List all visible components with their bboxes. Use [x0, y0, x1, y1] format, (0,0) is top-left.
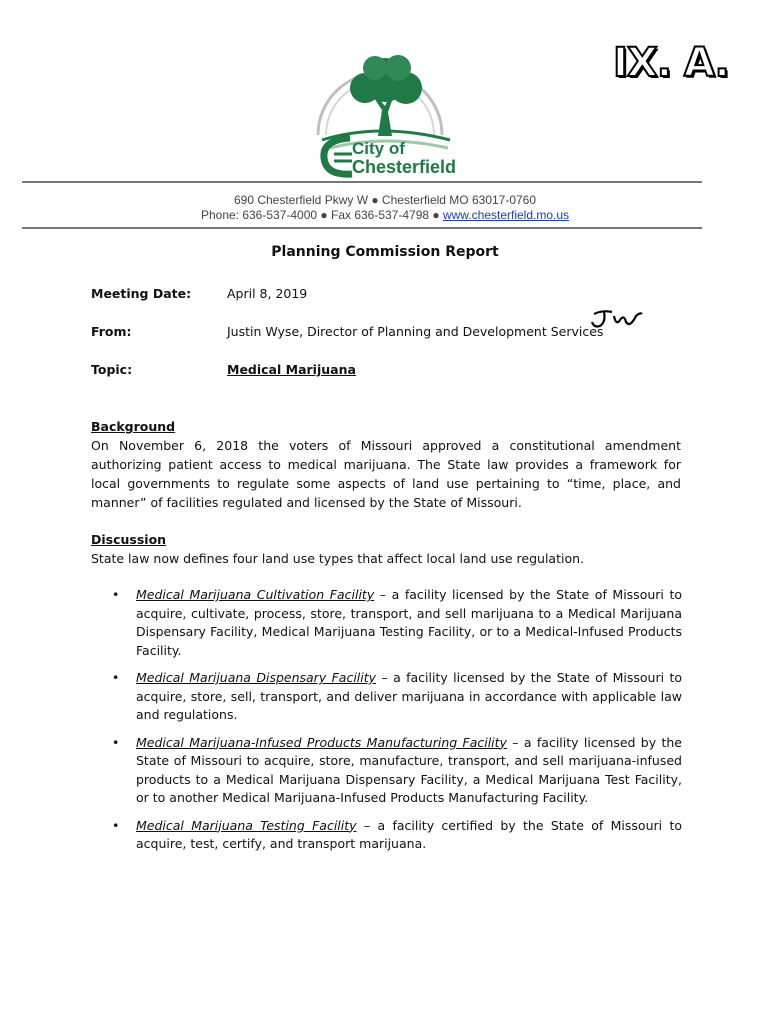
meeting-date-label: Meeting Date:: [91, 286, 192, 301]
logo-line-1: City of: [352, 139, 405, 158]
item-term: Medical Marijuana Dispensary Facility: [136, 670, 377, 685]
bullet-icon: •: [112, 587, 120, 602]
item-term: Medical Marijuana-Infused Products Manufacturing Facility: [136, 734, 507, 750]
item-term: Medical Marijuana Testing Facility: [136, 817, 357, 833]
header-rule-top: [22, 181, 702, 183]
list-item: [110, 817, 682, 854]
city-logo-text: [352, 140, 456, 176]
report-title: Planning Commission Report: [271, 244, 499, 260]
agenda-item-stamp: IX. A.: [613, 40, 729, 86]
bullet-icon: •: [112, 817, 120, 833]
discussion-heading: Discussion: [91, 532, 167, 547]
item-desc: – a facility licensed by the State of Missouri to acquire, cultivate, process, store, transport, and sell marijuana to a Medical Marijuana Dispensary Facility, Medical Marijuana Testing Facility, or to a Medical-Infused Products Facility.: [136, 587, 682, 658]
list-item: [110, 669, 682, 725]
topic-label: Topic:: [91, 362, 133, 377]
background-heading: Background: [91, 419, 176, 434]
from-value: Justin Wyse, Director of Planning and Development Services: [227, 324, 604, 339]
list-item: [110, 586, 682, 660]
website-link[interactable]: www.chesterfield.mo.us: [442, 208, 570, 222]
item-desc: – a facility licensed by the State of Missouri to acquire, store, manufacture, transport, and sell marijuana-infused products to a Medical Marijuana Dispensary Facility, a Medical Marijuana Test Facility, or to another Medical Marijuana-Infused Products Manufacturing Facility.: [136, 734, 682, 805]
initials-signature: [590, 308, 646, 337]
signature-icon: [590, 308, 646, 332]
topic-value: Medical Marijuana: [227, 362, 356, 377]
logo-line-2: Chesterfield: [352, 157, 457, 177]
phone-fax: Phone: 636-537-4000 ● Fax 636-537-4798 ●: [200, 208, 443, 222]
address-line: 690 Chesterfield Pkwy W ● Chesterfield MO 63017-0760: [233, 193, 537, 207]
background-text: On November 6, 2018 the voters of Missouri approved a constitutional amendment authorizing patient access to medical marijuana. The State law provides a framework for local governments to regulate some aspects of land use pertaining to “time, place, and manner” of facilities regulated and licensed by the State of Missouri.: [91, 438, 681, 510]
bullet-icon: •: [112, 670, 120, 685]
header-rule-bottom: [22, 227, 702, 229]
item-desc: – a facility licensed by the State of Missouri to acquire, store, sell, transport, and deliver marijuana in accordance with applicable law and regulations.: [136, 670, 683, 722]
from-label: From:: [91, 324, 132, 339]
discussion-text: State law now defines four land use types that affect local land use regulation.: [91, 551, 584, 566]
item-term: Medical Marijuana Cultivation Facility: [136, 587, 375, 602]
background-section: [91, 417, 681, 512]
discussion-section: [91, 530, 681, 568]
contact-line: [22, 208, 748, 223]
meeting-date-value: April 8, 2019: [227, 286, 308, 301]
land-use-list: [110, 586, 682, 863]
list-item: [110, 734, 682, 808]
bullet-icon: •: [112, 734, 120, 750]
item-desc: – a facility certified by the State of Missouri to acquire, test, certify, and transport marijuana.: [136, 817, 682, 851]
